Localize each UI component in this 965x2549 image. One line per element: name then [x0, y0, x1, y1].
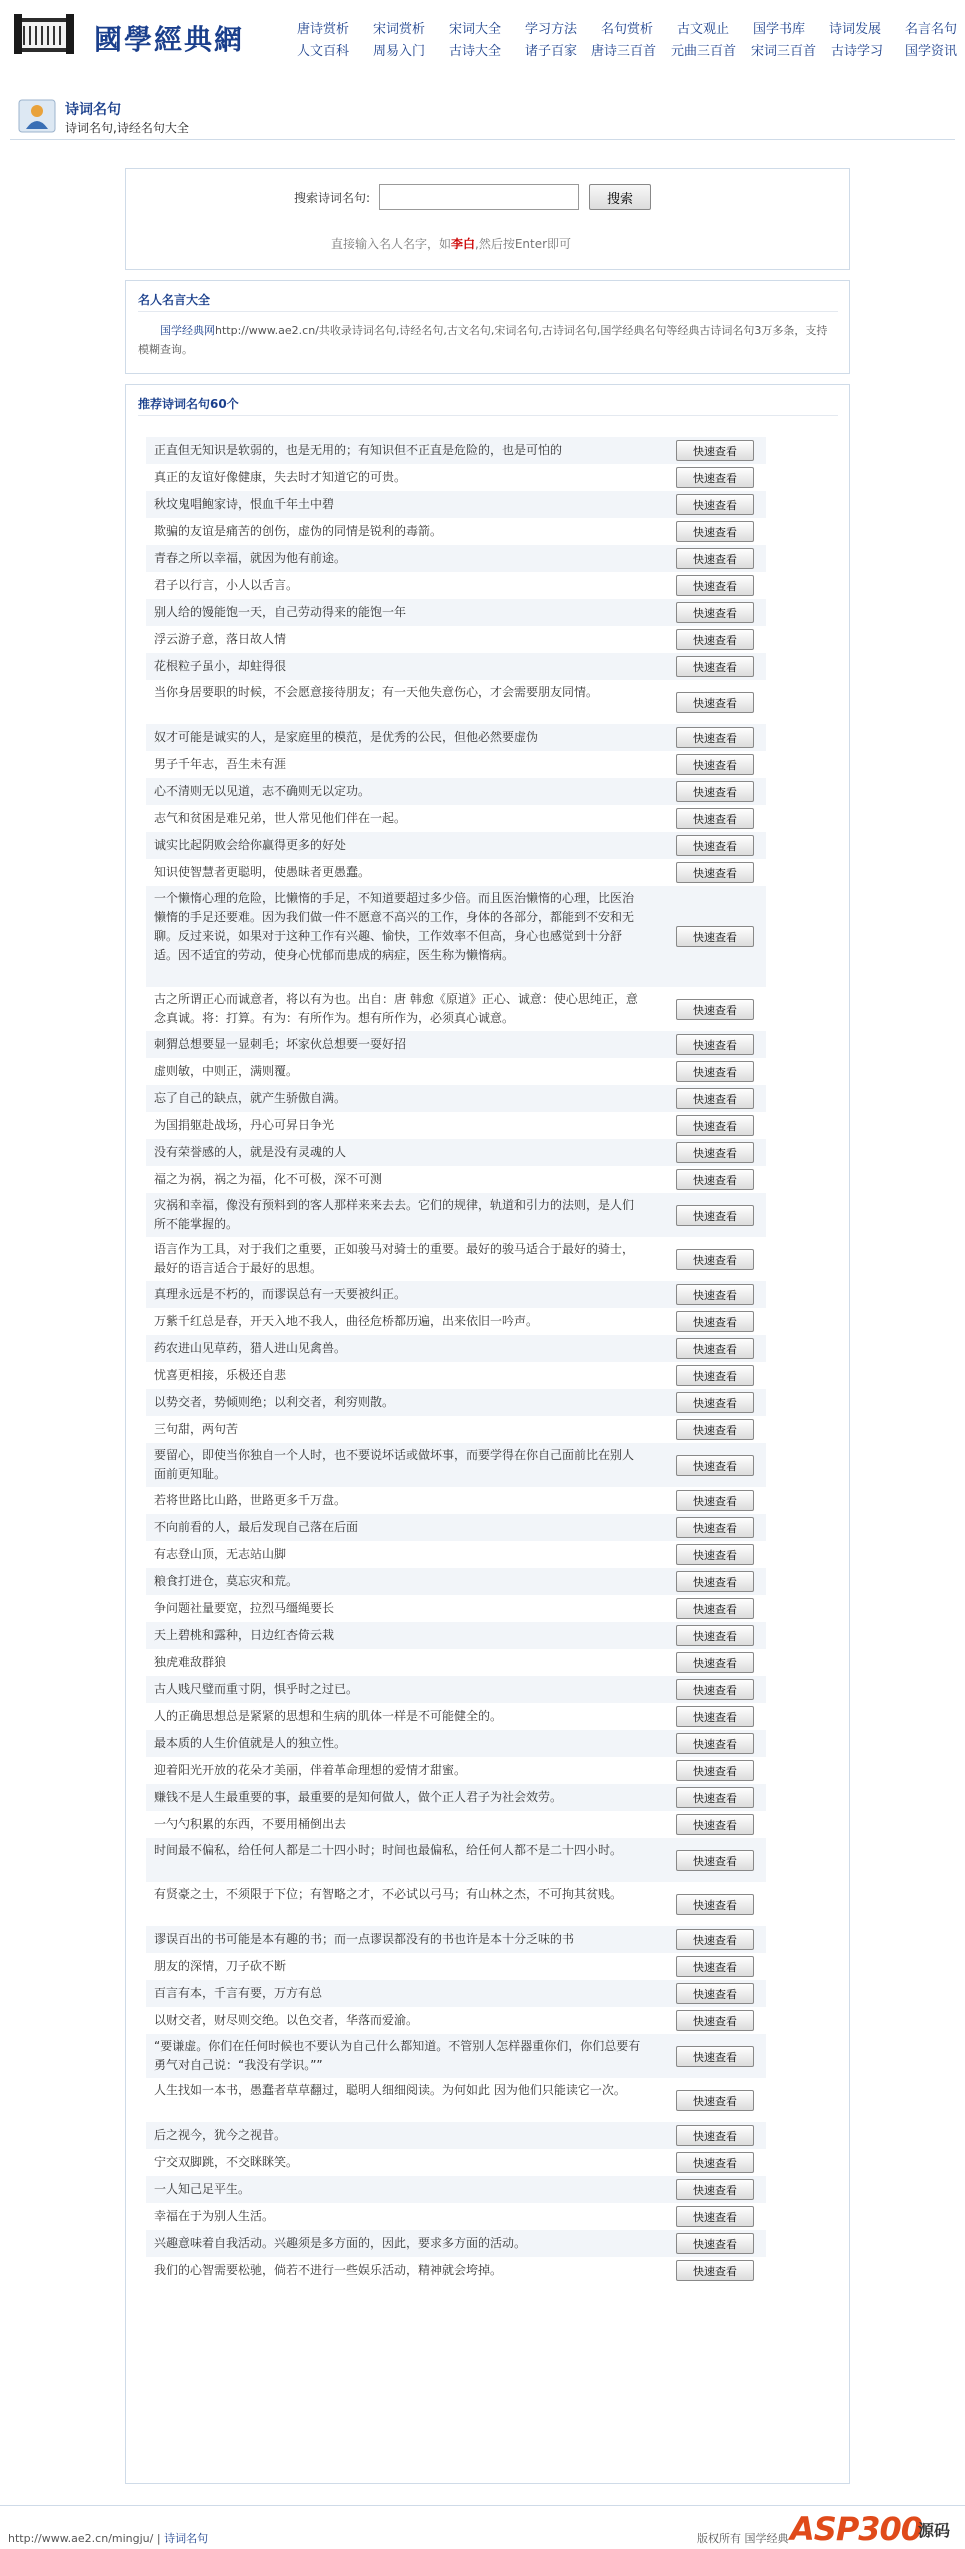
quick-view-button[interactable]: 快速查看: [676, 1142, 754, 1163]
list-item: [146, 778, 766, 805]
list-item: [146, 832, 766, 859]
quote-text[interactable]: “要谦虚。你们在任何时候也不要认为自己什么都知道。不管别人怎样器重你们，你们总要有勇气对自己说：“我没有学识。””: [154, 2039, 641, 2072]
logo-text: 國學經典網: [94, 23, 245, 56]
list-item: [146, 680, 766, 724]
quick-view-button[interactable]: 快速查看: [676, 467, 754, 488]
quick-view-button[interactable]: 快速查看: [676, 1814, 754, 1835]
quote-text[interactable]: 真理永远是不朽的，而谬误总有一天要被纠正。: [154, 1287, 407, 1301]
page-title: 诗词名句: [65, 102, 121, 118]
search-button[interactable]: 搜索: [589, 184, 651, 210]
quick-view-button[interactable]: 快速查看: [676, 1956, 754, 1977]
quote-text[interactable]: 人生找如一本书，愚蠢者草草翻过，聪明人细细阅读。为何如此 因为他们只能读它一次。: [154, 2083, 626, 2097]
quick-view-button[interactable]: 快速查看: [676, 656, 754, 677]
list-item: [146, 1541, 766, 1568]
quote-text[interactable]: 一勺勺积累的东西，不要用桶倒出去: [154, 1817, 347, 1831]
quote-text[interactable]: 古人贱尺璧而重寸阴，惧乎时之过已。: [154, 1682, 359, 1696]
nav-link[interactable]: 唐诗赏析: [297, 22, 350, 37]
quick-view-button[interactable]: 快速查看: [676, 1249, 754, 1270]
quote-text[interactable]: 迎着阳光开放的花朵才美丽，伴着革命理想的爱情才甜蜜。: [154, 1763, 467, 1777]
quick-view-button[interactable]: 快速查看: [676, 1365, 754, 1386]
search-panel: [125, 168, 850, 270]
quick-view-button[interactable]: 快速查看: [676, 1392, 754, 1413]
list-item: [146, 2230, 766, 2257]
site-logo[interactable]: [14, 8, 269, 60]
nav-link[interactable]: 名句赏析: [601, 22, 654, 37]
quick-view-button[interactable]: 快速查看: [676, 1311, 754, 1332]
list-item: [146, 1676, 766, 1703]
nav-link[interactable]: 宋词三百首: [751, 44, 817, 59]
quick-view-button[interactable]: 快速查看: [676, 494, 754, 515]
search-input[interactable]: [379, 184, 579, 210]
nav-link[interactable]: 名言名句: [905, 22, 958, 37]
list-item: [146, 724, 766, 751]
search-hint-keyword: 李白: [451, 237, 476, 251]
list-item: [146, 1281, 766, 1308]
quick-view-button[interactable]: 快速查看: [676, 548, 754, 569]
book-logo-icon: [14, 12, 74, 56]
nav-link[interactable]: 古诗学习: [831, 44, 884, 59]
nav-link[interactable]: 诸子百家: [525, 44, 578, 59]
quick-view-button[interactable]: 快速查看: [676, 1571, 754, 1592]
quick-view-button[interactable]: 快速查看: [676, 1169, 754, 1190]
quote-text[interactable]: 花根粒子虽小，却蛀得很: [154, 659, 287, 673]
quote-text[interactable]: 欺骗的友谊是痛苦的创伤，虚伪的同情是锐利的毒箭。: [154, 524, 443, 538]
quick-view-button[interactable]: 快速查看: [676, 2206, 754, 2227]
quote-text[interactable]: 兴趣意味着自我活动。兴趣须是多方面的，因此，要求多方面的活动。: [154, 2236, 527, 2250]
quote-text[interactable]: 赚钱不是人生最重要的事，最重要的是知何做人，做个正人君子为社会效劳。: [154, 1790, 563, 1804]
list-item: [146, 1487, 766, 1514]
list-item: [146, 886, 766, 987]
list-item: [146, 1166, 766, 1193]
quick-view-button[interactable]: 快速查看: [676, 1115, 754, 1136]
list-item: [146, 1389, 766, 1416]
quick-view-button[interactable]: 快速查看: [676, 575, 754, 596]
list-item: [146, 1514, 766, 1541]
quote-text[interactable]: 天上碧桃和露种，日边红杏倚云栽: [154, 1628, 335, 1642]
list-item: [146, 2007, 766, 2034]
page-subtitle: 诗词名句,诗经名句大全: [65, 121, 189, 135]
quote-text[interactable]: 没有荣誉感的人，就是没有灵魂的人: [154, 1145, 347, 1159]
site-footer: [0, 2505, 965, 2549]
list-item: [146, 1031, 766, 1058]
quote-text[interactable]: 以财交者，财尽则交绝。以色交者，华落而爱渝。: [154, 2013, 419, 2027]
list-item: [146, 518, 766, 545]
quick-view-button[interactable]: 快速查看: [676, 1625, 754, 1646]
quick-view-button[interactable]: 快速查看: [676, 1983, 754, 2004]
quote-text[interactable]: 万紫千红总是春，开天入地不我人，曲径危桥都历遍，出来依旧一吟声。: [154, 1314, 539, 1328]
footer-url[interactable]: http://www.ae2.cn/mingju/: [8, 2532, 154, 2545]
quote-text[interactable]: 以势交者，势倾则绝；以利交者，利穷则散。: [154, 1395, 395, 1409]
quote-text[interactable]: 古之所谓正心而诚意者，将以有为也。出自：唐 韩愈《原道》正心、诚意：使心思纯正，意念真诚。将：打算。有为：有所作为。想有所作为，必须真心诚意。: [154, 992, 638, 1025]
list-item: [146, 1882, 766, 1926]
list-item: [146, 1416, 766, 1443]
search-hint-prefix: 直接输入名人名字，如: [331, 237, 452, 251]
nav-link[interactable]: 宋词大全: [449, 22, 502, 37]
quick-view-button[interactable]: 快速查看: [676, 629, 754, 650]
list-item: [146, 2122, 766, 2149]
quote-text[interactable]: 若将世路比山路，世路更多千万盘。: [154, 1493, 347, 1507]
list-item: [146, 2034, 766, 2078]
quick-view-button[interactable]: 快速查看: [676, 1034, 754, 1055]
list-item: [146, 1838, 766, 1882]
nav-link[interactable]: 古文观止: [677, 22, 730, 37]
footer-breadcrumb: http://www.ae2.cn/mingju/ | 诗词名句: [8, 2532, 209, 2545]
intro-body: http://www.ae2.cn/共收录诗词名句,诗经名句,古文名句,宋词名句,古诗词名句,国学经典名句等经典古诗词名句3万多条，支持模糊查询。: [138, 324, 828, 356]
quick-view-button[interactable]: 快速查看: [676, 1544, 754, 1565]
list-item: [146, 1308, 766, 1335]
list-item: [146, 1595, 766, 1622]
list-item: [146, 2257, 766, 2284]
quick-view-button[interactable]: 快速查看: [676, 1598, 754, 1619]
quote-text[interactable]: 刺猬总想要显一显刺毛；坏家伙总想要一耍好招: [154, 1037, 407, 1051]
list-item: [146, 653, 766, 680]
list-item: [146, 1058, 766, 1085]
list-item: [146, 1193, 766, 1237]
user-document-icon: [18, 99, 56, 133]
footer-copyright: 版权所有 国学经典: [697, 2532, 789, 2545]
quote-text[interactable]: 幸福在于为别人生活。: [154, 2209, 275, 2223]
quick-view-button[interactable]: 快速查看: [676, 2233, 754, 2254]
quote-text[interactable]: 志气和贫困是难兄弟，世人常见他们伴在一起。: [154, 811, 407, 825]
list-item: [146, 1139, 766, 1166]
nav-link[interactable]: 国学资讯: [905, 44, 958, 59]
quote-text[interactable]: 后之视今，犹今之视昔。: [154, 2128, 287, 2142]
list-item: [146, 1649, 766, 1676]
list-item: [146, 1622, 766, 1649]
quick-view-button[interactable]: 快速查看: [676, 926, 754, 947]
quick-view-button[interactable]: 快速查看: [676, 1929, 754, 1950]
list-item: [146, 437, 766, 464]
nav-link[interactable]: 国学书库: [753, 22, 806, 37]
quote-text[interactable]: 奴才可能是诚实的人，是家庭里的模范，是优秀的公民，但他必然要虚伪: [154, 730, 539, 744]
quick-view-button[interactable]: 快速查看: [676, 2010, 754, 2031]
list-item: [146, 1362, 766, 1389]
quick-view-button[interactable]: 快速查看: [676, 754, 754, 775]
quote-text[interactable]: 争问题社量要宽，拉烈马缰绳要长: [154, 1601, 335, 1615]
main-nav: [295, 18, 960, 62]
nav-link[interactable]: 周易入门: [373, 44, 426, 59]
nav-link[interactable]: 唐诗三百首: [591, 44, 657, 59]
list-item: [146, 1757, 766, 1784]
quote-list-panel: [125, 384, 850, 2484]
list-item: [146, 545, 766, 572]
list-item: [146, 987, 766, 1031]
quick-view-button[interactable]: 快速查看: [676, 602, 754, 623]
watermark-logo: ASP300: [790, 2510, 923, 2548]
quote-text[interactable]: 当你身居要职的时候，不会愿意接待朋友；有一天他失意伤心，才会需要朋友同情。: [154, 685, 599, 699]
nav-link[interactable]: 学习方法: [525, 22, 578, 37]
quick-view-button[interactable]: 快速查看: [676, 2152, 754, 2173]
nav-row-1: [295, 18, 960, 40]
quick-view-button[interactable]: 快速查看: [676, 2260, 754, 2281]
quote-text[interactable]: 人的正确思想总是紧紧的思想和生病的肌体一样是不可能健全的。: [154, 1709, 503, 1723]
nav-link[interactable]: 古诗大全: [449, 44, 502, 59]
quick-view-button[interactable]: 快速查看: [676, 835, 754, 856]
quick-view-button[interactable]: 快速查看: [676, 440, 754, 461]
list-item: [146, 1335, 766, 1362]
site-header: [0, 0, 965, 66]
list-item: [146, 2203, 766, 2230]
quote-list-title: 推荐诗词名句60个: [138, 397, 239, 411]
quote-text[interactable]: 最本质的人生价值就是人的独立性。: [154, 1736, 347, 1750]
quote-text[interactable]: 一个懒惰心理的危险，比懒惰的手足，不知道要超过多少倍。而且医治懒惰的心理，比医治懒惰的手足还要难。因为我们做一件不愿意不高兴的工作，身体的各部分，都能到不安和无聊。反过来说，如果对于这种工作有兴趣、愉快，工作效率不但高，身心也感觉到十分舒适。因不适宜的劳动，使身心忧郁而患成的病症，医生称为懒惰病。: [154, 891, 635, 962]
quote-text[interactable]: 为国捐躯赴战场，丹心可昇日争光: [154, 1118, 335, 1132]
quick-view-button[interactable]: 快速查看: [676, 727, 754, 748]
quick-view-button[interactable]: 快速查看: [676, 862, 754, 883]
quick-view-button[interactable]: 快速查看: [676, 1652, 754, 1673]
list-item: [146, 2149, 766, 2176]
quote-text[interactable]: 朋友的深情，刀子砍不断: [154, 1959, 287, 1973]
quick-view-button[interactable]: 快速查看: [676, 1760, 754, 1781]
quote-text[interactable]: 忘了自己的缺点，就产生骄傲自满。: [154, 1091, 347, 1105]
quote-text[interactable]: 有志登山顶，无志站山脚: [154, 1547, 287, 1561]
quick-view-button[interactable]: 快速查看: [676, 781, 754, 802]
intro-panel: [125, 280, 850, 374]
list-item: [146, 751, 766, 778]
quote-text[interactable]: 药农进山见草药，猎人进山见禽兽。: [154, 1341, 347, 1355]
quick-view-button[interactable]: 快速查看: [676, 1338, 754, 1359]
list-item: [146, 859, 766, 886]
quote-text[interactable]: 福之为祸，祸之为福，化不可极，深不可测: [154, 1172, 383, 1186]
quick-view-button[interactable]: 快速查看: [676, 1490, 754, 1511]
quick-view-button[interactable]: 快速查看: [676, 1205, 754, 1226]
quote-text[interactable]: 正直但无知识是软弱的，也是无用的；有知识但不正直是危险的，也是可怕的: [154, 443, 563, 457]
nav-link[interactable]: 宋词赏析: [373, 22, 426, 37]
list-item: [146, 626, 766, 653]
quick-view-button[interactable]: 快速查看: [676, 1419, 754, 1440]
watermark-text: 源码: [918, 2521, 951, 2540]
quick-view-button[interactable]: 快速查看: [676, 2090, 754, 2111]
quote-text[interactable]: 诚实比起阴败会给你赢得更多的好处: [154, 838, 347, 852]
quote-text[interactable]: 别人给的馒能饱一天，自己劳动得来的能饱一年: [154, 605, 407, 619]
footer-current[interactable]: 诗词名句: [164, 2532, 209, 2545]
quote-text[interactable]: 我们的心智需要松驰，倘若不进行一些娱乐活动，精神就会垮掉。: [154, 2263, 503, 2277]
quick-view-button[interactable]: 快速查看: [676, 1061, 754, 1082]
search-hint: [331, 235, 571, 252]
quote-text[interactable]: 独虎难敌群狼: [154, 1655, 227, 1669]
page-title-bar: [10, 95, 955, 140]
quote-text[interactable]: 要留心，即使当你独自一个人时，也不要说坏话或做坏事，而要学得在你自己面前比在别人面前更知耻。: [154, 1448, 635, 1481]
list-item: [146, 805, 766, 832]
quick-view-button[interactable]: 快速查看: [676, 999, 754, 1020]
divider: [138, 415, 838, 416]
list-item: [146, 1237, 766, 1281]
list-item: [146, 491, 766, 518]
quote-text[interactable]: 语言作为工具，对于我们之重要，正如骏马对骑士的重要。最好的骏马适合于最好的骑士，最好的语言适合于最好的思想。: [154, 1242, 635, 1275]
quote-text[interactable]: 粮食打进仓，莫忘灾和荒。: [154, 1574, 299, 1588]
quote-text[interactable]: 三句甜，两句苦: [154, 1422, 239, 1436]
list-item: [146, 599, 766, 626]
quote-text[interactable]: 心不清则无以见道，志不确则无以定功。: [154, 784, 371, 798]
list-item: [146, 1443, 766, 1487]
quick-view-button[interactable]: 快速查看: [676, 2179, 754, 2200]
quick-view-button[interactable]: 快速查看: [676, 1284, 754, 1305]
quote-text[interactable]: 浮云游子意，落日故人情: [154, 632, 287, 646]
quote-text[interactable]: 秋坟鬼唱鲍家诗，恨血千年土中碧: [154, 497, 335, 511]
list-item: [146, 1784, 766, 1811]
quick-view-button[interactable]: 快速查看: [676, 1894, 754, 1915]
quote-text[interactable]: 宁交双脚跳，不交眯眯笑。: [154, 2155, 299, 2169]
quick-view-button[interactable]: 快速查看: [676, 808, 754, 829]
list-item: [146, 1085, 766, 1112]
search-label: 搜索诗词名句:: [294, 191, 371, 205]
quote-text[interactable]: 君子以行言，小人以舌言。: [154, 578, 299, 592]
list-item: [146, 1953, 766, 1980]
list-item: [146, 1926, 766, 1953]
intro-site-name[interactable]: 国学经典网: [160, 324, 215, 337]
quick-view-button[interactable]: 快速查看: [676, 1850, 754, 1871]
list-item: [146, 1730, 766, 1757]
quick-view-button[interactable]: 快速查看: [676, 1787, 754, 1808]
nav-link[interactable]: 元曲三百首: [671, 44, 737, 59]
quote-text[interactable]: 不向前看的人，最后发现自己落在后面: [154, 1520, 359, 1534]
quote-text[interactable]: 忧喜更相接，乐极还自悲: [154, 1368, 287, 1382]
quote-text[interactable]: 一人知己足平生。: [154, 2182, 251, 2196]
quote-text[interactable]: 青春之所以幸福，就因为他有前途。: [154, 551, 347, 565]
quote-text[interactable]: 时间最不偏私，给任何人都是二十四小时；时间也最偏私，给任何人都不是二十四小时。: [154, 1843, 623, 1857]
quick-view-button[interactable]: 快速查看: [676, 2046, 754, 2067]
quote-text[interactable]: 知识使智慧者更聪明，使愚昧者更愚蠢。: [154, 865, 371, 879]
nav-link[interactable]: 诗词发展: [829, 22, 882, 37]
intro-title: 名人名言大全: [138, 293, 211, 307]
quick-view-button[interactable]: 快速查看: [676, 1088, 754, 1109]
quick-view-button[interactable]: 快速查看: [676, 1679, 754, 1700]
list-item: [146, 1568, 766, 1595]
quote-text[interactable]: 有贤豪之士，不须限于下位；有智略之才，不必试以弓马；有山林之杰，不可拘其贫贱。: [154, 1887, 623, 1901]
list-item: [146, 464, 766, 491]
list-item: [146, 1811, 766, 1838]
quick-view-button[interactable]: 快速查看: [676, 1733, 754, 1754]
quick-view-button[interactable]: 快速查看: [676, 2125, 754, 2146]
list-item: [146, 1112, 766, 1139]
quote-text[interactable]: 男子千年志，吾生未有涯: [154, 757, 287, 771]
list-item: [146, 2176, 766, 2203]
intro-text: [138, 321, 838, 359]
quote-text[interactable]: 百言有本，千言有要，万方有总: [154, 1986, 323, 2000]
list-item: [146, 2078, 766, 2122]
quote-text[interactable]: 真正的友谊好像健康，失去时才知道它的可贵。: [154, 470, 407, 484]
nav-link[interactable]: 人文百科: [297, 44, 350, 59]
quick-view-button[interactable]: 快速查看: [676, 521, 754, 542]
list-item: [146, 572, 766, 599]
quote-text[interactable]: 谬误百出的书可能是本有趣的书；而一点谬误都没有的书也许是本十分乏味的书: [154, 1932, 575, 1946]
quick-view-button[interactable]: 快速查看: [676, 1706, 754, 1727]
list-item: [146, 1703, 766, 1730]
quote-text[interactable]: 虚则敏，中则正，满则覆。: [154, 1064, 299, 1078]
quick-view-button[interactable]: 快速查看: [676, 1517, 754, 1538]
list-item: [146, 1980, 766, 2007]
quick-view-button[interactable]: 快速查看: [676, 692, 754, 713]
quote-text[interactable]: 灾祸和幸福，像没有预料到的客人那样来来去去。它们的规律，轨道和引力的法则，是人们所不能掌握的。: [154, 1198, 635, 1231]
divider: [138, 311, 838, 312]
quick-view-button[interactable]: 快速查看: [676, 1455, 754, 1476]
search-hint-suffix: ,然后按Enter即可: [475, 237, 572, 251]
nav-row-2: [295, 40, 960, 62]
